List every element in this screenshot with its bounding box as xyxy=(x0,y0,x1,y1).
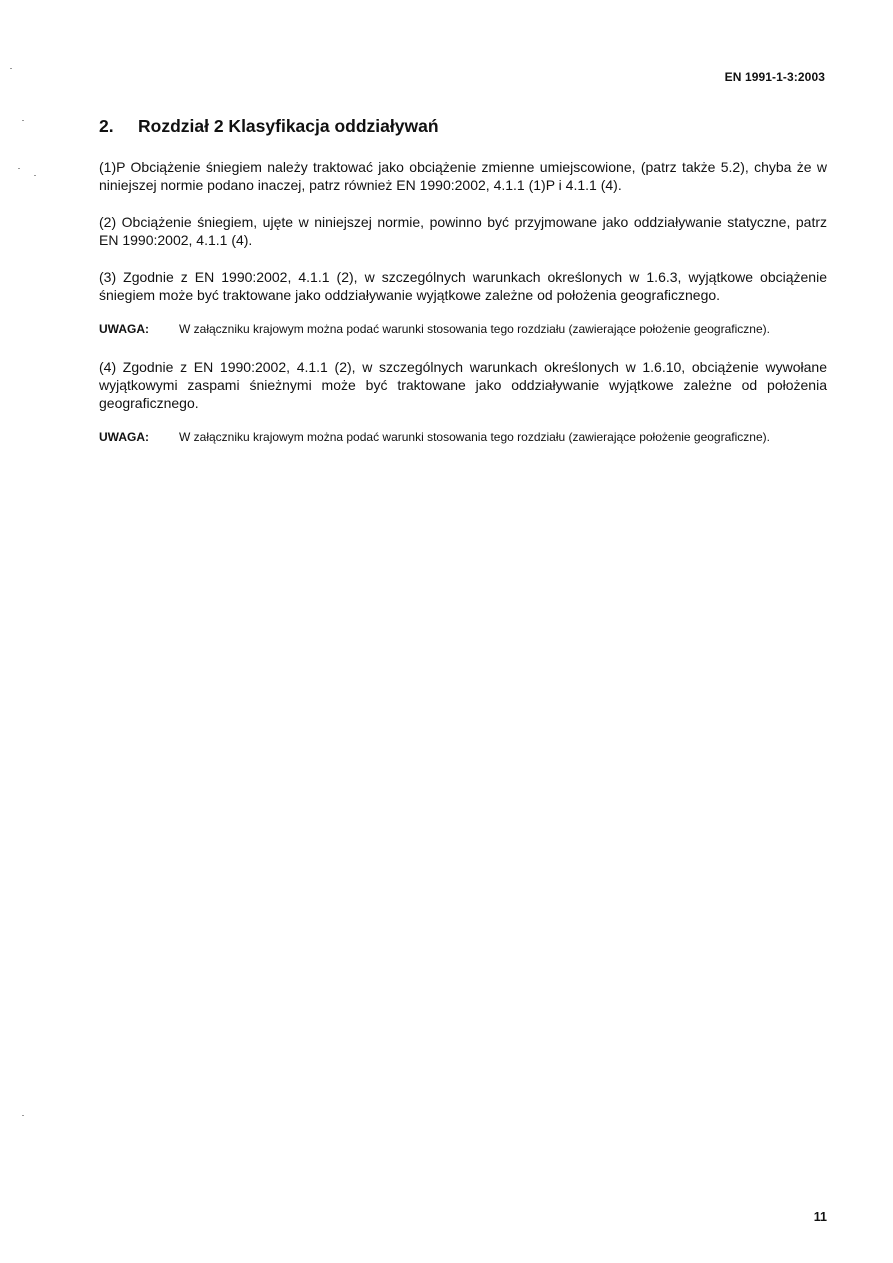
paragraph-1: (1)P Obciążenie śniegiem należy traktować jako obciążenie zmienne umiejscowione, (patrz także 5.2), chyba że w niniejszej normie podano inaczej, patrz również EN 1990:2002, 4.1.1 (1)P i 4.1.1 (4). xyxy=(99,159,827,193)
section-heading xyxy=(99,114,827,138)
document-id: EN 1991-1-3:2003 xyxy=(724,70,825,84)
note-label: UWAGA: xyxy=(99,322,149,336)
section-title: Rozdział 2 Klasyfikacja oddziaływań xyxy=(138,116,439,136)
paragraph-4: (4) Zgodnie z EN 1990:2002, 4.1.1 (2), w szczególnych warunkach określonych w 1.6.10, obciążenie wywołane wyjątkowymi zaspami śnieżnymi może być traktowane jako oddziaływanie wyjątkowe zależne od położenia geograficznego. xyxy=(99,359,827,411)
page-number: 11 xyxy=(813,1210,827,1224)
note-2 xyxy=(99,429,827,445)
scan-speck xyxy=(10,68,12,69)
paragraph-3: (3) Zgodnie z EN 1990:2002, 4.1.1 (2), w szczególnych warunkach określonych w 1.6.3, wyjątkowe obciążenie śniegiem może być traktowane jako oddziaływanie wyjątkowe zależne od położenia geograficznego. xyxy=(99,269,827,303)
scan-speck xyxy=(22,120,24,121)
section-number: 2. xyxy=(99,116,114,136)
page-content xyxy=(99,114,827,466)
note-text: W załączniku krajowym można podać warunki stosowania tego rozdziału (zawierające położenie geograficzne). xyxy=(179,430,770,444)
note-label: UWAGA: xyxy=(99,430,149,444)
note-1 xyxy=(99,321,827,337)
scan-speck xyxy=(34,175,36,176)
scan-speck xyxy=(18,168,20,169)
paragraph-2: (2) Obciążenie śniegiem, ujęte w niniejszej normie, powinno być przyjmowane jako oddziaływanie statyczne, patrz EN 1990:2002, 4.1.1 (4). xyxy=(99,214,827,248)
note-text: W załączniku krajowym można podać warunki stosowania tego rozdziału (zawierające położenie geograficzne). xyxy=(179,322,770,336)
scan-speck xyxy=(22,1115,24,1116)
